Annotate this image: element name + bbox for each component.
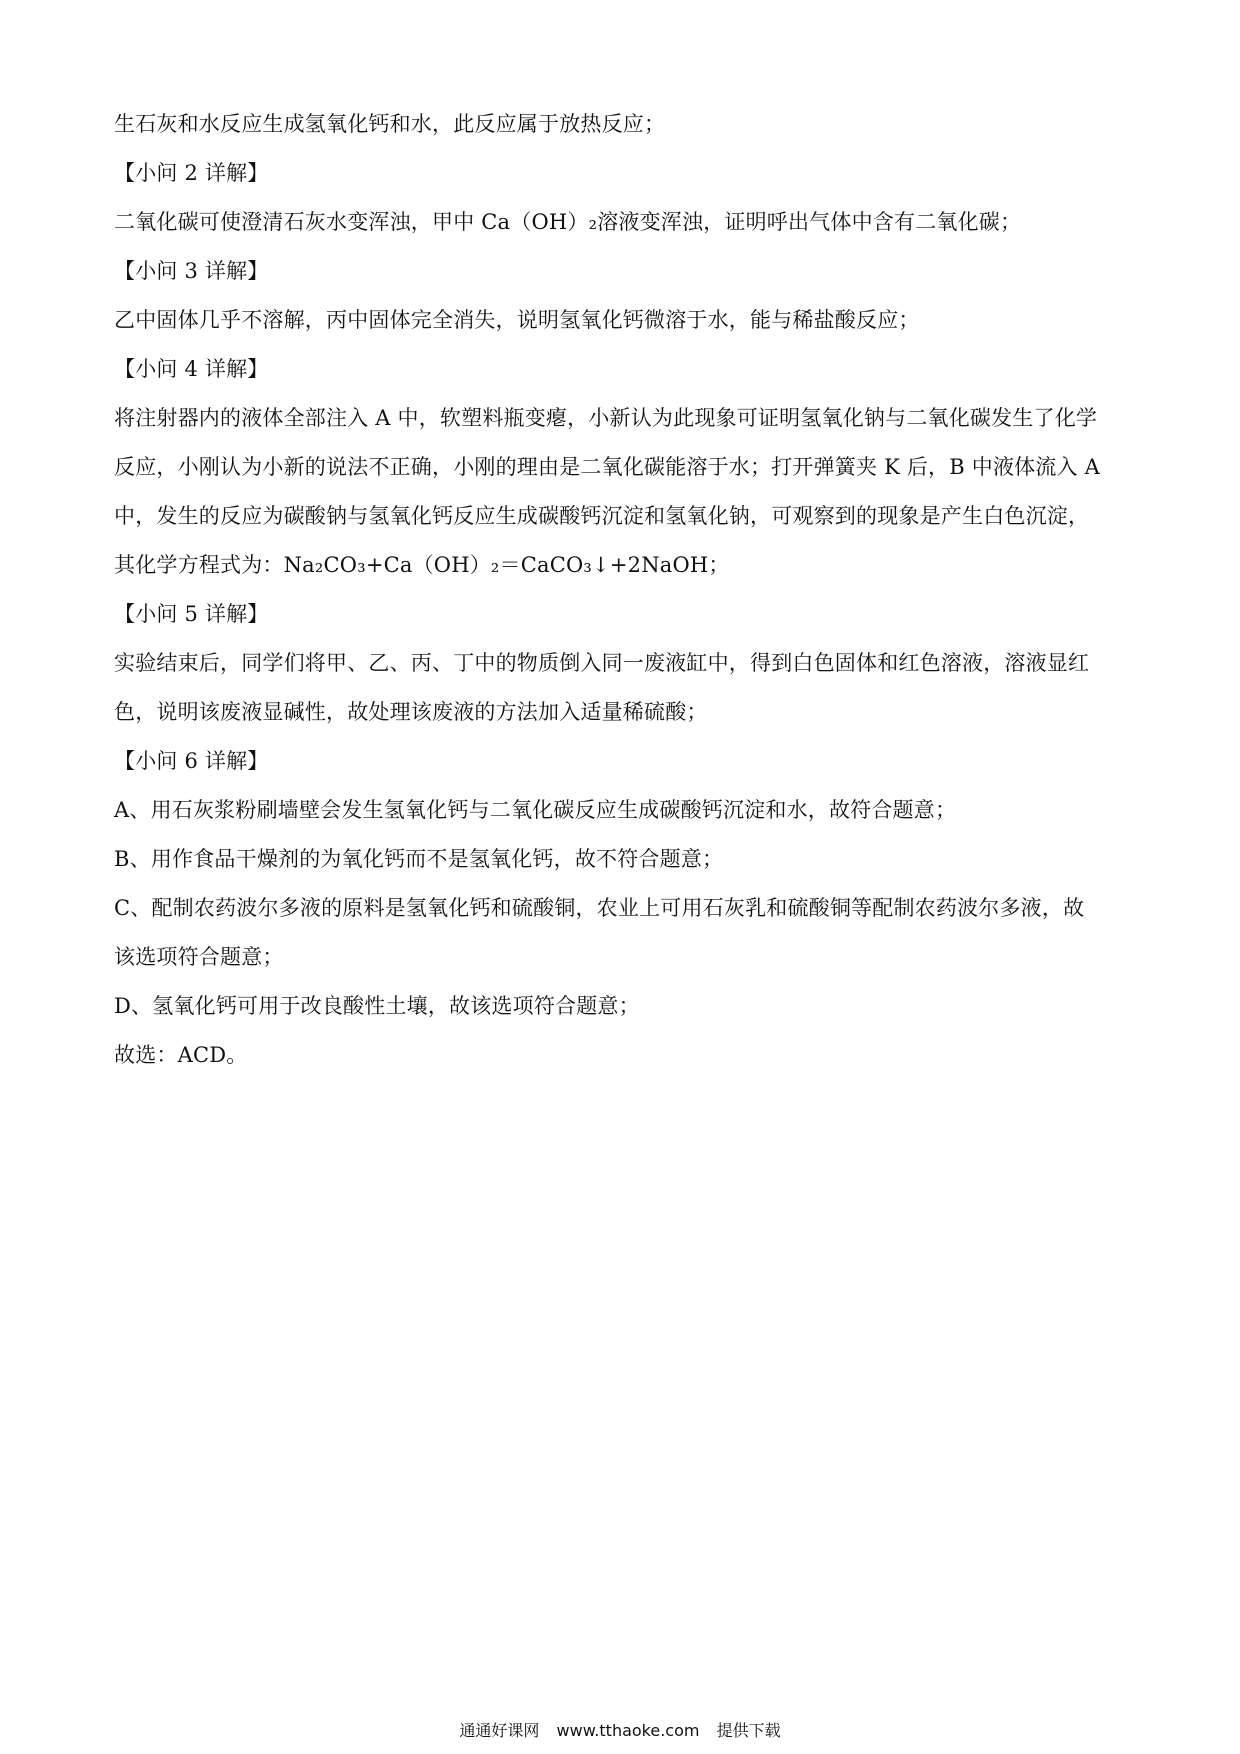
option-b-line: B、用作食品干燥剂的为氧化钙而不是氢氧化钙，故不符合题意； [114, 847, 724, 871]
chemical-equation-line: 其化学方程式为：Na₂CO₃+Ca（OH）₂＝CaCO₃↓+2NaOH； [114, 553, 730, 577]
option-d-line: D、氢氧化钙可用于改良酸性土壤，故该选项符合题意； [114, 994, 640, 1018]
paragraph-line: 乙中固体几乎不溶解，丙中固体完全消失，说明氢氧化钙微溶于水，能与稀盐酸反应； [114, 308, 920, 332]
paragraph-line: 色，说明该废液显碱性，故处理该废液的方法加入适量稀硫酸； [114, 700, 708, 724]
document-body [114, 100, 1134, 1080]
option-c-line: C、配制农药波尔多液的原料是氢氧化钙和硫酸铜，农业上可用石灰乳和硫酸铜等配制农药波尔多液，故 [114, 896, 1085, 920]
paragraph-line: 生石灰和水反应生成氢氧化钙和水，此反应属于放热反应； [114, 112, 666, 136]
section-heading-q4: 【小问 4 详解】 [114, 357, 269, 381]
paragraph-line: 反应，小刚认为小新的说法不正确，小刚的理由是二氧化碳能溶于水；打开弹簧夹 K 后，B 中液体流入 A [114, 455, 1100, 479]
section-heading-q5: 【小问 5 详解】 [114, 602, 269, 626]
paragraph-line: 将注射器内的液体全部注入 A 中，软塑料瓶变瘪，小新认为此现象可证明氢氧化钠与二氧化碳发生了化学 [114, 406, 1098, 430]
section-heading-q2: 【小问 2 详解】 [114, 161, 269, 185]
footer-url: www.tthaoke.com [556, 1721, 700, 1740]
footer-suffix: 提供下载 [716, 1721, 781, 1740]
option-a-line: A、用石灰浆粉刷墙壁会发生氢氧化钙与二氧化碳反应生成碳酸钙沉淀和水，故符合题意； [114, 798, 957, 822]
page-footer [0, 1718, 1240, 1741]
section-heading-q3: 【小问 3 详解】 [114, 259, 269, 283]
section-heading-q6: 【小问 6 详解】 [114, 749, 269, 773]
paragraph-line: 实验结束后，同学们将甲、乙、丙、丁中的物质倒入同一废液缸中，得到白色固体和红色溶液，溶液显红 [114, 651, 1090, 675]
paragraph-line: 二氧化碳可使澄清石灰水变浑浊，甲中 Ca（OH）₂溶液变浑浊，证明呼出气体中含有二氧化碳； [114, 210, 1022, 234]
paragraph-line: 中，发生的反应为碳酸钠与氢氧化钙反应生成碳酸钙沉淀和氢氧化钠，可观察到的现象是产生白色沉淀， [114, 504, 1090, 528]
option-c-line-cont: 该选项符合题意； [114, 945, 284, 969]
answer-line: 故选：ACD。 [114, 1043, 248, 1067]
footer-site-name: 通通好课网 [459, 1721, 540, 1740]
